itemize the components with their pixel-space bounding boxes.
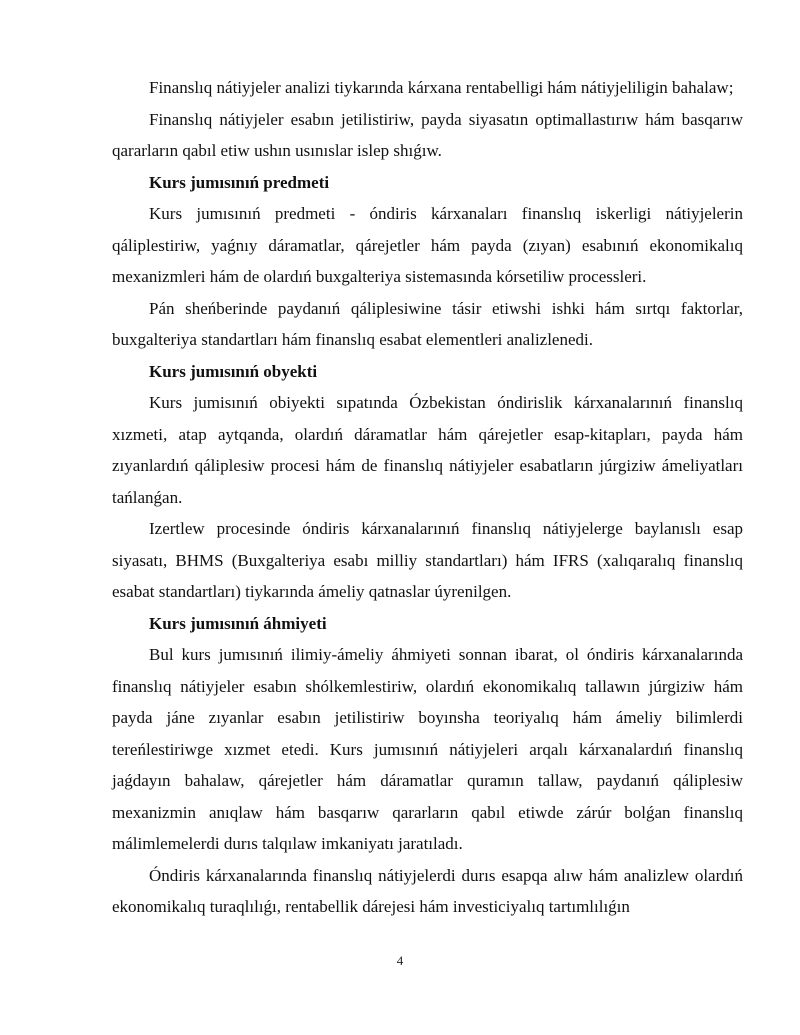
section-heading-ahmiyeti: Kurs jumısınıń áhmiyeti [149, 613, 327, 633]
paragraph: Finanslıq nátiyjeler esabın jetilistiriw, payda siyasatın optimallastırıw hám basqarıw qararların qabıl etiw ushın usınıslar islep shıǵıw. [112, 109, 743, 160]
section-heading-predmeti: Kurs jumısınıń predmeti [149, 172, 330, 192]
page-number: 4 [396, 953, 404, 968]
section-heading-obyekti: Kurs jumısınıń obyekti [149, 361, 318, 381]
paragraph: Óndiris kárxanalarında finanslıq nátiyjelerdi durıs esapqa alıw hám analizlew olardıń ekonomikalıq turaqlılıǵı, rentabellik dárejesi hám investiciyalıq tartımlılıǵın [112, 865, 743, 916]
paragraph: Kurs jumisınıń obiyekti sıpatında Ózbekistan óndirislik kárxanalarınıń finanslıq xızmeti, atap aytqanda, olardıń dáramatlar hám qárejetler esap-kitapları, payda hám zıyanlardıń qáliplesiw procesi hám de finanslıq nátiyjeler esabatların júrgiziw ámeliyatları tańlanǵan. [112, 393, 743, 507]
document-body [112, 72, 743, 923]
paragraph: Pán sheńberinde paydanıń qáliplesiwine tásir etiwshi ishki hám sırtqı faktorlar, buxgalteriya standartları hám finanslıq esabat elementleri analizlenedi. [112, 298, 743, 349]
paragraph: Izertlew procesinde óndiris kárxanalarınıń finanslıq nátiyjelerge baylanıslı esap siyasatı, BHMS (Buxgalteriya esabı milliy standartları) hám IFRS (xalıqaralıq finanslıq esabat standartları) tiykarında ámeliy qatnaslar úyrenilgen. [112, 519, 743, 601]
paragraph: Finanslıq nátiyjeler analizi tiykarında kárxana rentabelligi hám nátiyjeliligin bahalaw; [149, 78, 734, 97]
paragraph: Kurs jumısınıń predmeti - óndiris kárxanaları finanslıq iskerligi nátiyjelerin qáliplestiriw, yaǵnıy dáramatlar, qárejetler hám payda (zıyan) esabınıń ekonomikalıq mexanizmleri hám de olardıń buxgalteriya sistemasında kórsetiliw processleri. [112, 204, 743, 286]
paragraph: Bul kurs jumısınıń ilimiy-ámeliy áhmiyeti sonnan ibarat, ol óndiris kárxanalarında finanslıq nátiyjeler esabın shólkemlestiriw, olardıń ekonomikalıq tallawın júrgiziw hám payda jáne zıyanlar esabın jetilistiriw boyınsha teoriyalıq hám ámeliy bilimlerdi tereńlestiriwge xızmet etedi. Kurs jumısınıń nátiyjeleri arqalı kárxanalardıń finanslıq jaǵdayın bahalaw, qárejetler hám dáramatlar quramın tallaw, paydanıń qáliplesiw mexanizmin anıqlaw hám basqarıw qararların qabıl etiwde zárúr bolǵan finanslıq málimlemelerdi durıs talqılaw imkaniyatı jaratıladı. [112, 645, 743, 853]
